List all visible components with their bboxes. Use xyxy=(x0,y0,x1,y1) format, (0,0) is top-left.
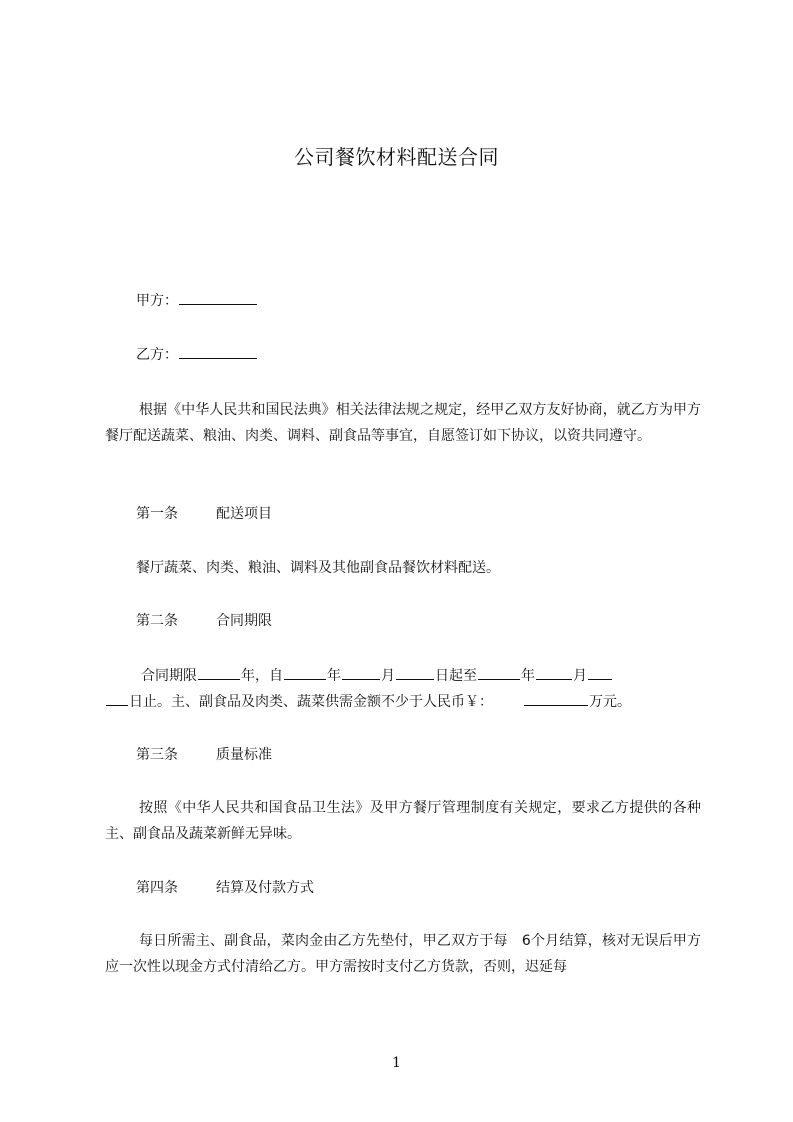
end-day-blank-part1[interactable] xyxy=(588,664,612,680)
start-year-blank[interactable] xyxy=(284,664,326,680)
party-b-line xyxy=(136,343,258,366)
term-text-1: 年，自 xyxy=(241,668,283,684)
term-text-3: 月 xyxy=(381,668,395,684)
term-text-7: 日止。主、副食品及肉类、蔬菜供需金额不少于人民币￥： xyxy=(129,694,493,710)
intro-paragraph: 根据《中华人民共和国民法典》相关法律法规之规定，经甲乙双方友好协商，就乙方为甲方餐厅配送蔬菜、粮油、肉类、调料、副食品等事宜，自愿签订如下协议，以资共同遵守。 xyxy=(105,402,701,444)
article2-title: 合同期限 xyxy=(216,613,272,629)
term-text-4: 日起至 xyxy=(435,668,477,684)
start-day-blank[interactable] xyxy=(396,664,434,680)
article2-term-line1 xyxy=(141,664,613,687)
article4-number: 第四条 xyxy=(136,880,178,896)
article1-number: 第一条 xyxy=(136,506,178,522)
article3-heading xyxy=(136,744,272,766)
article3-number: 第三条 xyxy=(136,747,178,763)
start-month-blank[interactable] xyxy=(342,664,380,680)
party-b-blank[interactable] xyxy=(179,343,257,359)
end-month-blank[interactable] xyxy=(536,664,572,680)
article2-number: 第二条 xyxy=(136,613,178,629)
article1-body: 餐厅蔬菜、肉类、粮油、调料及其他副食品餐饮材料配送。 xyxy=(136,560,500,576)
party-b-label: 乙方： xyxy=(136,347,178,363)
page-number: 1 xyxy=(392,1055,401,1071)
article2-term-line2 xyxy=(105,690,631,713)
article4-title: 结算及付款方式 xyxy=(216,880,314,896)
end-day-blank-part2[interactable] xyxy=(106,690,128,706)
article2-heading xyxy=(136,610,272,632)
term-text-5: 年 xyxy=(521,668,535,684)
article1-heading xyxy=(136,503,272,525)
article4-body: 每日所需主、副食品，菜肉金由乙方先垫付，甲乙双方于每 6个月结算，核对无误后甲方应一次性以现金方式付清给乙方。甲方需按时支付乙方货款，否则，迟延每 xyxy=(105,933,701,975)
article3-body: 按照《中华人民共和国食品卫生法》及甲方餐厅管理制度有关规定，要求乙方提供的各种主、副食品及蔬菜新鲜无异味。 xyxy=(105,800,701,842)
article1-title: 配送项目 xyxy=(216,506,272,522)
term-text-6: 月 xyxy=(573,668,587,684)
document-title: 公司餐饮材料配送合同 xyxy=(294,145,499,169)
article4-heading xyxy=(136,877,314,899)
party-a-line xyxy=(136,289,258,312)
article3-title: 质量标准 xyxy=(216,747,272,763)
party-a-blank[interactable] xyxy=(179,289,257,305)
amount-blank[interactable] xyxy=(524,690,588,706)
party-a-label: 甲方： xyxy=(136,293,178,309)
end-year-blank[interactable] xyxy=(478,664,520,680)
term-text-2: 年 xyxy=(327,668,341,684)
term-text-8: 万元。 xyxy=(589,694,631,710)
term-years-blank[interactable] xyxy=(198,664,240,680)
term-prefix: 合同期限 xyxy=(141,668,197,684)
